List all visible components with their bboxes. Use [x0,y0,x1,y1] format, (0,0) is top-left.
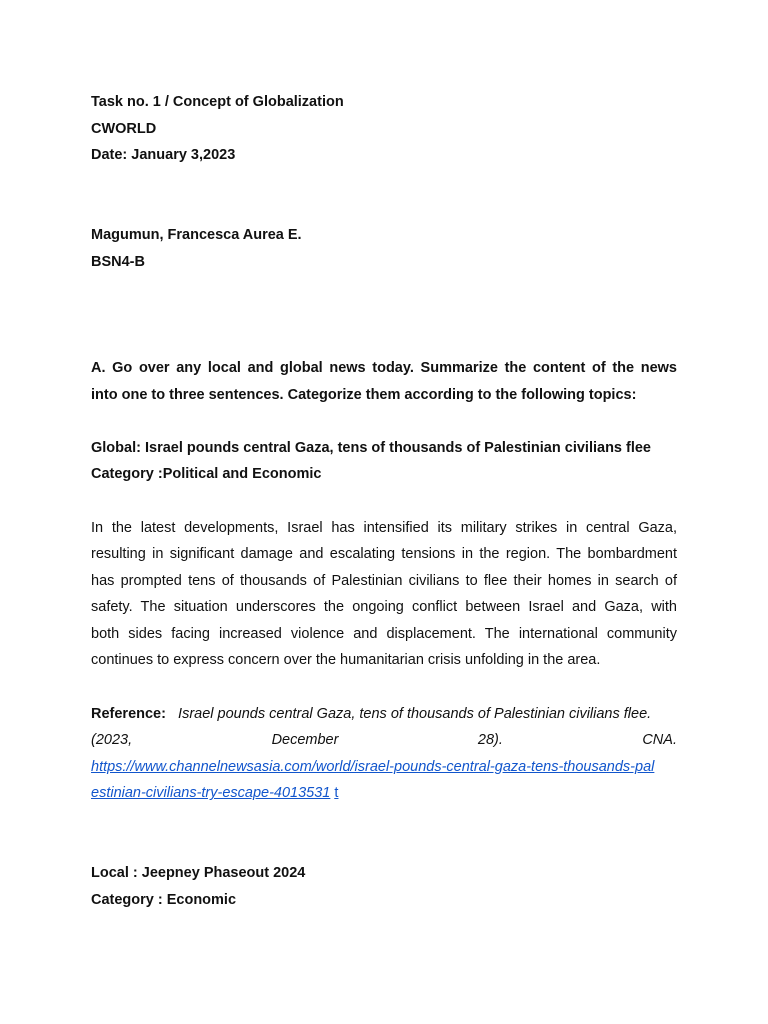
summary-line: resulting in significant damage and escalating tensions in the region. The bombardment [91,546,677,563]
spacer [91,408,677,435]
instructions [91,355,677,408]
reference-url-link[interactable] [91,780,677,807]
global-news-category: Category :Political and Economic [91,466,322,483]
task-title: Task no. 1 / Concept of Globalization [91,94,344,110]
global-news-summary [91,515,677,675]
reference-label: Reference: [91,705,166,722]
summary-line: has prompted tens of thousands of Palestinian civilians to flee their homes in search of [91,572,677,589]
student-name: Magumun, Francesca Aurea E. [91,226,302,243]
summary-line: both sides facing increased violence and displacement. The international community [91,625,677,642]
reference-line [91,701,677,728]
citation-part: (2023, [91,732,133,749]
document-content [91,89,677,913]
student-section: BSN4-B [91,253,145,270]
citation-part: December [271,732,339,749]
date-line: Date: January 3,2023 [91,147,236,164]
spacer [91,807,677,860]
reference-citation [91,727,677,754]
spacer [91,488,677,515]
local-news-title: Local : Jeepney Phaseout 2024 [91,865,306,882]
spacer [91,275,677,355]
summary-line: safety. The situation underscores the ongoing conflict between Israel and Gaza, with [91,599,677,616]
reference-url-line: https://www.channelnewsasia.com/world/israel-pounds-central-gaza-tens-thousands-pal [91,758,655,775]
local-news-category: Category : Economic [91,891,237,908]
instructions-line: A. Go over any local and global news today. Summarize the content of the news [91,359,677,376]
instructions-line: into one to three sentences. Categorize them according to the following topics: [91,386,637,403]
reference-url-link[interactable] [91,754,677,781]
reference-title: Israel pounds central Gaza, tens of thousands of Palestinian civilians flee. [178,705,652,722]
reference-url-tail: t [334,785,339,802]
global-news-title: Global: Israel pounds central Gaza, tens of thousands of Palestinian civilians flee [91,439,651,456]
spacer [91,169,677,222]
reference-url-line: estinian-civilians-try-escape-4013531 [91,785,331,802]
summary-line: continues to express concern over the humanitarian crisis unfolding in the area. [91,652,601,669]
citation-part: 28). [477,732,503,749]
citation-part: CNA. [642,732,677,749]
course-code: CWORLD [91,120,157,137]
spacer [91,674,677,701]
summary-line: In the latest developments, Israel has intensified its military strikes in central Gaza, [91,519,677,536]
